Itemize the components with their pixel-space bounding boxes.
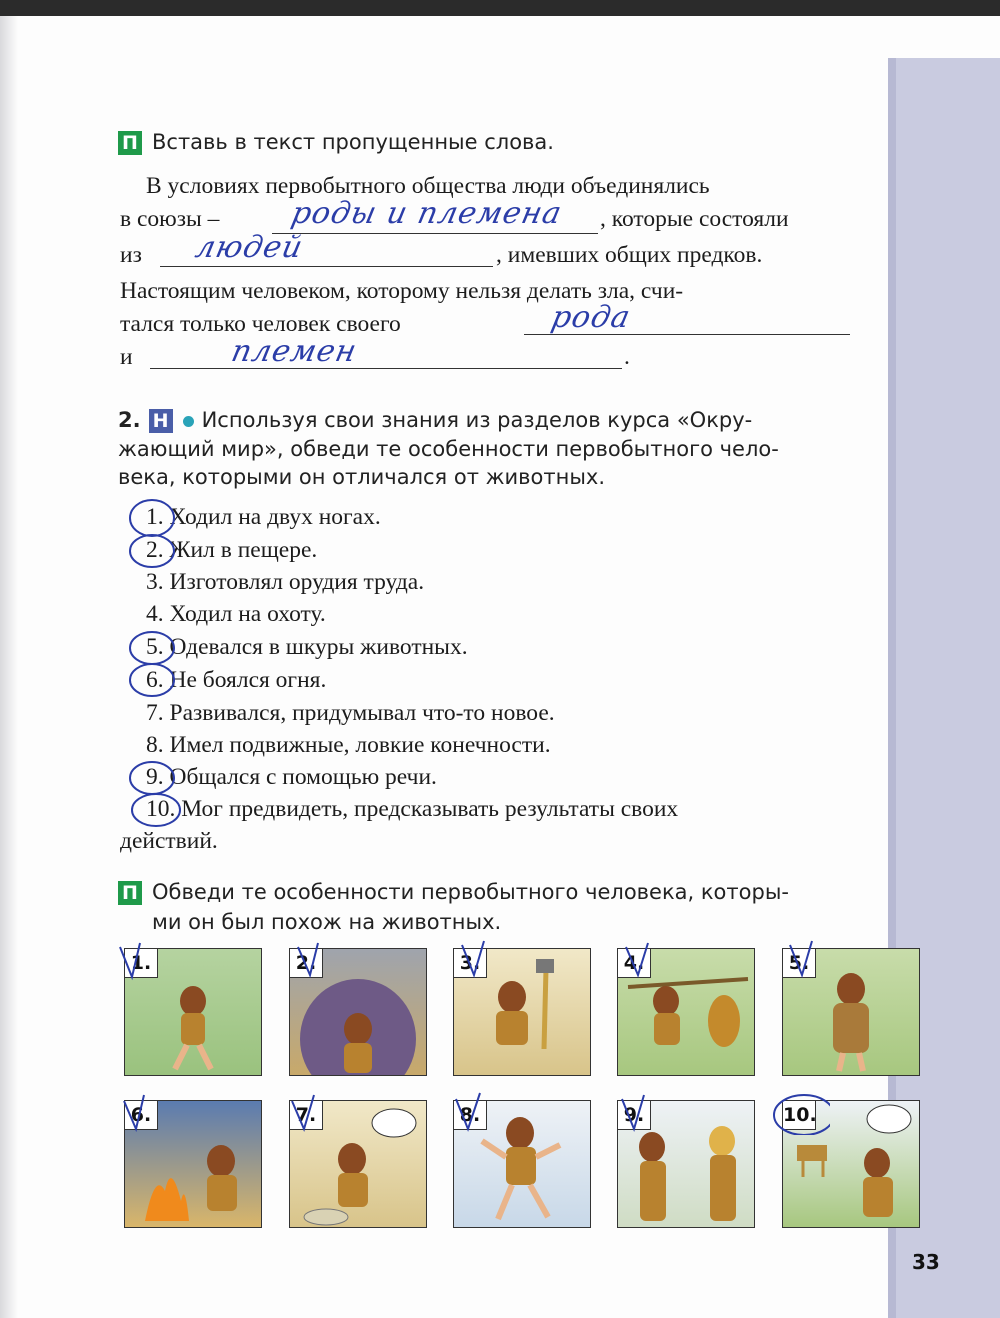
answer-2: людей [192,230,307,265]
task1-line6-end: . [624,344,630,370]
answer-4: племен [228,334,361,369]
page-number: 33 [912,1250,940,1274]
task2-item-5[interactable]: 5. Одевался в шкуры животных. [146,634,468,660]
task1-line3-end: , имевших общих предков. [496,242,763,268]
task2-item-4[interactable]: 4. Ходил на охоту. [146,601,326,627]
task1-instruction: Вставь в текст пропущенные слова. [152,130,554,154]
task2-item-10[interactable]: 10. Мог предвидеть, предсказывать результаты своих [146,796,679,822]
page-spine-shadow [0,16,18,1318]
blank-4[interactable] [150,368,622,369]
task1-line2-start: в союзы – [120,206,220,232]
task3-instruction-l1: Обведи те особенности первобытного человека, которы- [152,880,789,904]
task2-badge: Н [149,409,173,433]
task1-line6-start: и [120,344,133,370]
task1-line3-start: из [120,242,142,268]
task2-item-10-cont: действий. [120,828,218,854]
task2-instruction-l1: Используя свои знания из разделов курса «Окру- [201,408,753,432]
check-mark-9 [622,1095,644,1129]
handwritten-checkmarks [110,935,830,1135]
picture-5-number: 5. [783,949,816,978]
check-mark-5 [790,941,812,975]
task2-item-8[interactable]: 8. Имел подвижные, ловкие конечности. [146,732,551,758]
circle-mark-6 [130,664,174,696]
circle-mark-5 [130,632,174,664]
picture-6-number: 6. [125,1101,158,1130]
task1-heading [118,130,554,155]
check-mark-3 [462,941,484,975]
picture-9-number: 9. [618,1101,651,1130]
check-mark-8 [456,1093,480,1129]
task1-line5: тался только человек своего [120,311,401,337]
check-mark-1 [120,943,140,977]
task2-instruction-l3: века, которыми он отличался от животных. [118,465,606,489]
blank-1[interactable] [272,233,598,234]
picture-2-number: 2. [290,949,323,978]
task2-heading [118,408,752,433]
circle-mark-1 [130,500,174,536]
handwritten-circles [110,490,200,850]
task1-line1: В условиях первобытного общества люди объединялись [146,173,710,199]
circle-mark-2 [130,535,174,567]
circle-mark-9 [130,762,174,794]
task2-item-2[interactable]: 2. Жил в пещере. [146,537,318,563]
answer-3: рода [548,300,634,335]
check-mark-6 [124,1095,144,1129]
picture-8-number: 8. [454,1101,487,1130]
task3-heading [118,880,789,905]
task1-line2-end: , которые состояли [600,206,789,232]
task3-badge: П [118,881,142,905]
check-mark-2 [298,943,318,975]
task2-instruction-l2: жающий мир», обведи те особенности первобытного чело- [118,437,779,461]
answer-1: роды и племена [288,196,566,231]
task3-instruction-l2: ми он был похож на животных. [152,910,502,934]
circle-mark-10 [132,794,180,826]
task2-number: 2. [118,408,141,432]
check-mark-7 [292,1095,314,1129]
task2-item-3[interactable]: 3. Изготовлял орудия труда. [146,569,425,595]
task2-item-6[interactable]: 6. Не боялся огня. [146,667,327,693]
blank-2[interactable] [160,266,493,267]
scan-top-edge [0,0,1000,16]
check-mark-4 [626,943,648,975]
picture-3-number: 3. [454,949,487,978]
task1-badge: П [118,131,142,155]
task2-item-7[interactable]: 7. Развивался, придумывал что-то новое. [146,700,555,726]
task2-item-9[interactable]: 9. Общался с помощью речи. [146,764,437,790]
picture-10-number: 10. [783,1101,816,1130]
task2-dot-icon [183,416,194,427]
picture-7-number: 7. [290,1101,323,1130]
picture-1-number: 1. [125,949,158,978]
picture-4-number: 4. [618,949,651,978]
task2-item-1[interactable]: 1. Ходил на двух ногах. [146,504,381,530]
task1-line4: Настоящим человеком, которому нельзя делать зла, счи- [120,278,684,304]
circle-mark-picture-10 [774,1095,830,1135]
